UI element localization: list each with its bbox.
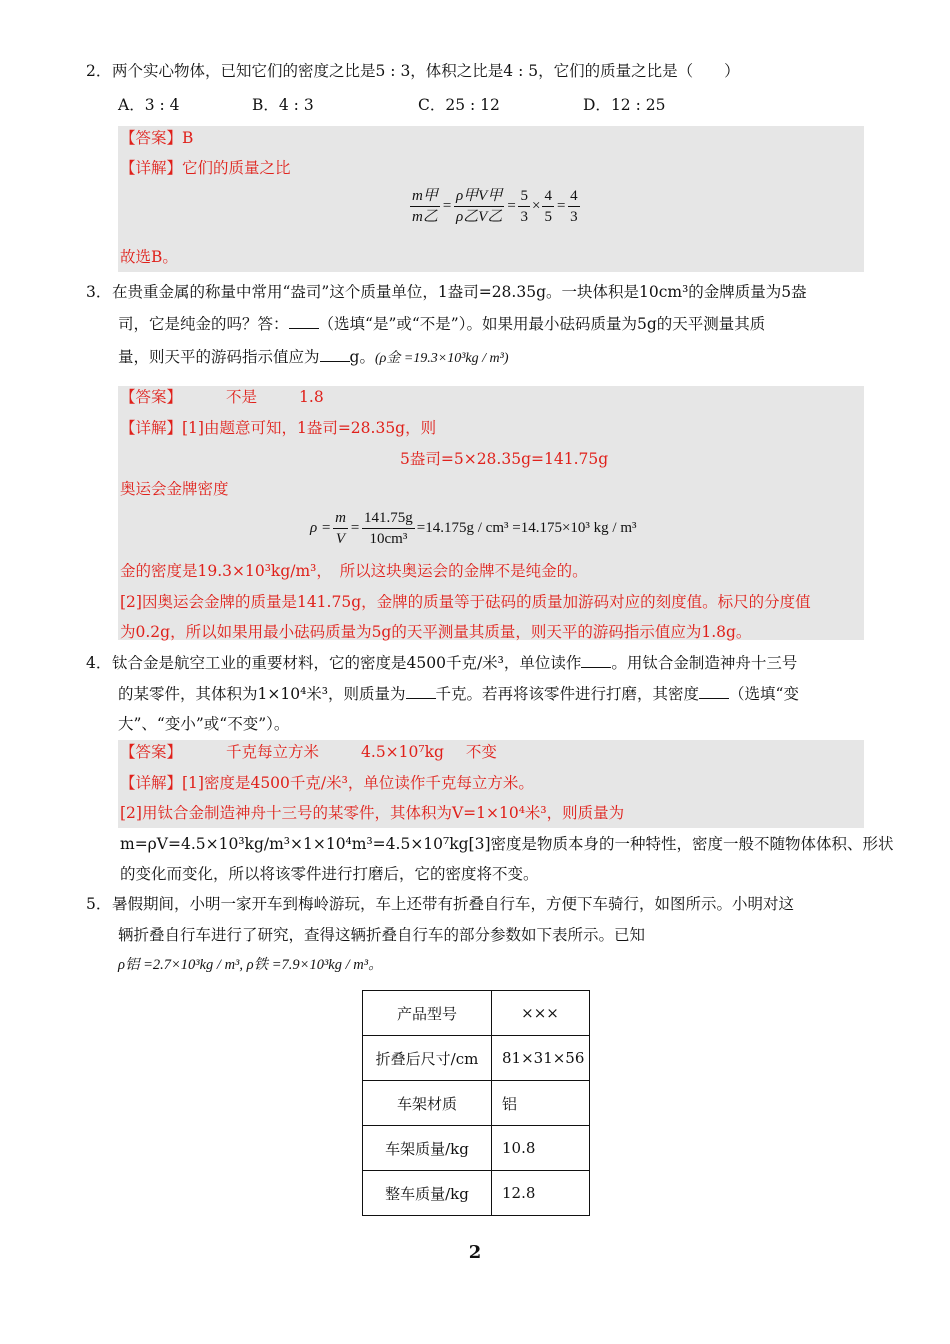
q2-option-c-label: C． bbox=[418, 96, 446, 114]
q4-answer-2: 4.5×10⁷kg bbox=[361, 743, 444, 761]
table-key: 车架质量/kg bbox=[363, 1126, 492, 1171]
q2-formula-mid-den: ρ乙V乙 bbox=[455, 209, 503, 225]
table-value: 10.8 bbox=[492, 1126, 590, 1171]
q4-line2b: 千克。若再将该零件进行打磨，其密度 bbox=[435, 685, 700, 703]
q3-answer-label: 【答案】 bbox=[120, 388, 183, 406]
q4-answer bbox=[120, 741, 497, 763]
q5-line3: ρ铝 =2.7×10³kg / m³, ρ铁 =7.9×10³kg / m³。 bbox=[118, 957, 383, 973]
q4-blank-3[interactable] bbox=[699, 684, 729, 699]
q2-option-b-label: B． bbox=[252, 96, 279, 114]
q4-detail-3: m=ρV=4.5×10³kg/m³×1×10⁴m³=4.5×10⁷kg[3]密度是物质本身的一种特性，密度一般不随物体体积、形状 bbox=[120, 835, 894, 853]
q4-detail-2: [2]用钛合金制造神舟十三号的某零件，其体积为V=1×10⁴米³，则质量为 bbox=[120, 804, 625, 822]
table-value: 81×31×56 bbox=[492, 1036, 590, 1081]
q3-blank-1[interactable] bbox=[289, 314, 319, 329]
table-value: 12.8 bbox=[492, 1171, 590, 1216]
spec-table bbox=[362, 990, 590, 1216]
q3-detail-1: 【详解】[1]由题意可知，1盎司=28.35g，则 bbox=[120, 419, 437, 437]
q2-option-c[interactable] bbox=[418, 94, 500, 116]
q4-blank-2[interactable] bbox=[406, 684, 436, 699]
q5-line1: 暑假期间，小明一家开车到梅岭游玩，车上还带有折叠自行车，方便下车骑行，如图所示。小明对这 bbox=[112, 895, 795, 913]
q2-formula: $\frac{\text{m甲}}{\text{m乙}}$ = $\frac{\text{ρ甲V甲}}{\text{ρ乙V乙}}$ = $\frac{5}{3}$ × $\frac{4}{5}$ = $\frac{4}{3}$ bbox=[412, 188, 578, 225]
q2-formula-b-num: 4 bbox=[542, 186, 554, 207]
q2-formula-lhs-den: m乙 bbox=[412, 209, 438, 225]
q2-option-d[interactable] bbox=[583, 94, 665, 116]
q2-formula-times: × bbox=[531, 197, 541, 214]
q3-line3a: 量，则天平的游码指示值应为 bbox=[118, 348, 320, 366]
q2-formula-b-den: 5 bbox=[544, 209, 552, 225]
table-row bbox=[363, 991, 590, 1036]
q3-line2b: （选填“是”或“不是”）。如果用最小砝码质量为5g的天平测量其质 bbox=[318, 315, 766, 333]
q2-formula-r-num: 4 bbox=[568, 186, 580, 207]
q2-option-a-value: 3 : 4 bbox=[144, 96, 180, 114]
q4-line1a: 钛合金是航空工业的重要材料，它的密度是4500千克/米³，单位读作 bbox=[112, 654, 582, 672]
q4-answer-1: 千克每立方米 bbox=[226, 743, 320, 761]
q3-gold-line: 金的密度是19.3×10³kg/m³， 所以这块奥运会的金牌不是纯金的。 bbox=[120, 562, 588, 580]
table-row bbox=[363, 1081, 590, 1126]
q2-option-b-value: 4 : 3 bbox=[278, 96, 314, 114]
table-key: 整车质量/kg bbox=[363, 1171, 492, 1216]
q4-line2 bbox=[118, 683, 799, 705]
q3-line3b: g。 bbox=[349, 348, 375, 366]
q4-number: 4． bbox=[86, 654, 112, 672]
q2-number: 2． bbox=[86, 62, 112, 80]
q3-detail-2-line1: [2]因奥运会金牌的质量是141.75g，金牌的质量等于砝码的质量加游码对应的刻度值。标尺的分度值 bbox=[120, 593, 811, 611]
q3-number: 3． bbox=[86, 283, 112, 301]
table-row bbox=[363, 1036, 590, 1081]
q2-formula-r-den: 3 bbox=[570, 209, 578, 225]
q2-option-a[interactable] bbox=[118, 94, 180, 116]
q4-line2a: 的某零件，其体积为1×10⁴米³，则质量为 bbox=[118, 685, 406, 703]
q3-center-eq: 5盎司=5×28.35g=141.75g bbox=[400, 450, 609, 468]
q5-number: 5． bbox=[86, 895, 112, 913]
q2-option-d-value: 12 : 25 bbox=[610, 96, 666, 114]
q4-line1b: 。用钛合金制造神舟十三号 bbox=[611, 654, 798, 672]
q4-line2c: （选填“变 bbox=[729, 685, 799, 703]
table-value: ××× bbox=[492, 991, 590, 1036]
q3-formula bbox=[310, 508, 637, 549]
q3-formula-f1-den: V bbox=[335, 531, 346, 547]
q2-stem: 两个实心物体，已知它们的密度之比是5 : 3，体积之比是4 : 5，它们的质量之比是（ ） bbox=[112, 62, 740, 80]
q3-density-label: 奥运会金牌密度 bbox=[120, 480, 229, 498]
q3-gold-density: (ρ金 =19.3×10³kg / m³) bbox=[374, 351, 509, 366]
q3-answer-1: 不是 bbox=[226, 388, 258, 406]
q3-line2a: 司，它是纯金的吗？答： bbox=[118, 315, 289, 333]
q4-line3: 大”、“变小”或“不变”）。 bbox=[118, 715, 290, 733]
q3-formula-f2-num: 141.75g bbox=[362, 508, 415, 529]
q3-detail-2-line2: 为0.2g，所以如果用最小砝码质量为5g的天平测量其质量，则天平的游码指示值应为1.8g。 bbox=[120, 623, 752, 641]
table-key: 折叠后尺寸/cm bbox=[363, 1036, 492, 1081]
q5-line2: 辆折叠自行车进行了研究，查得这辆折叠自行车的部分参数如下表所示。已知 bbox=[118, 926, 646, 944]
q4-answer-label: 【答案】 bbox=[120, 743, 183, 761]
q2-detail: 【详解】它们的质量之比 bbox=[120, 159, 291, 177]
q2-formula-a-den: 3 bbox=[520, 209, 528, 225]
table-key: 车架材质 bbox=[363, 1081, 492, 1126]
q2-formula-mid-num: ρ甲V甲 bbox=[454, 186, 504, 207]
q2-option-a-label: A． bbox=[118, 96, 145, 114]
q4-blank-1[interactable] bbox=[581, 653, 611, 668]
q3-line2 bbox=[118, 313, 765, 335]
q4-detail-4: 的变化而变化，所以将该零件进行打磨后，它的密度将不变。 bbox=[120, 865, 539, 883]
q4-answer-3: 不变 bbox=[465, 743, 497, 761]
q2-formula-a-num: 5 bbox=[518, 186, 530, 207]
q2-option-c-value: 25 : 12 bbox=[445, 96, 500, 114]
q3-formula-eq: = bbox=[349, 519, 361, 536]
q2-conclusion: 故选B。 bbox=[120, 248, 178, 266]
table-row bbox=[363, 1126, 590, 1171]
q3-formula-result: =14.175g / cm³ =14.175×10³ kg / m³ bbox=[416, 519, 637, 536]
q2-option-d-label: D． bbox=[583, 96, 611, 114]
q2-option-b[interactable] bbox=[252, 94, 314, 116]
q4-line1 bbox=[112, 652, 797, 674]
q2-answer: 【答案】B bbox=[120, 129, 194, 147]
q3-formula-rho: ρ = bbox=[310, 519, 332, 536]
q2-formula-lhs-num: m甲 bbox=[410, 186, 440, 207]
q3-answer bbox=[120, 386, 324, 408]
q3-answer-2: 1.8 bbox=[299, 388, 324, 406]
table-key: 产品型号 bbox=[363, 991, 492, 1036]
q4-detail-1: 【详解】[1]密度是4500千克/米³，单位读作千克每立方米。 bbox=[120, 774, 534, 792]
q3-line1: 在贵重金属的称量中常用“盎司”这个质量单位，1盎司=28.35g。一块体积是10cm³的金牌质量为5盎 bbox=[112, 283, 807, 301]
q3-line3 bbox=[118, 346, 509, 370]
q3-formula-f2-den: 10cm³ bbox=[369, 531, 408, 547]
q3-formula-f1-num: m bbox=[333, 508, 348, 529]
table-value: 铝 bbox=[492, 1081, 590, 1126]
q3-blank-2[interactable] bbox=[320, 347, 350, 362]
page-number: 2 bbox=[468, 1242, 482, 1263]
table-row bbox=[363, 1171, 590, 1216]
